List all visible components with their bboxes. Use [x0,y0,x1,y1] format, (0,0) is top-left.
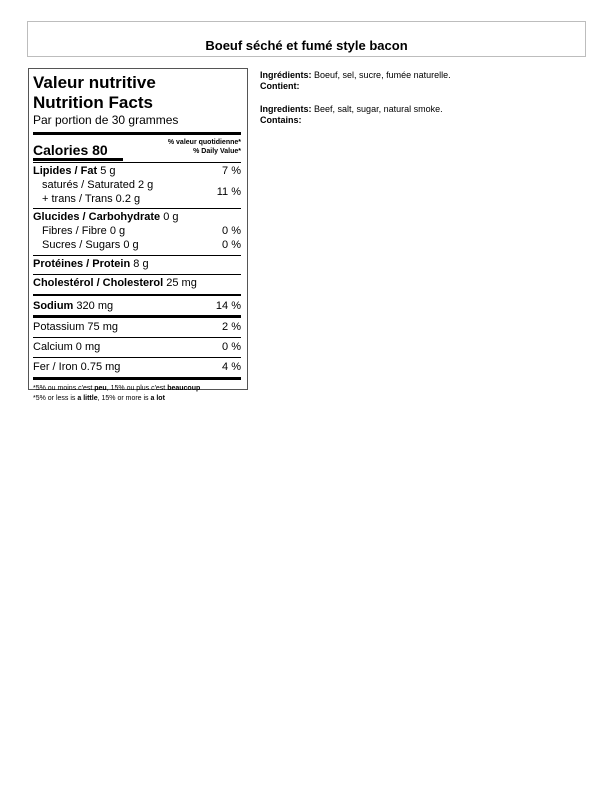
divider [33,255,241,256]
cholesterol-amount: 25 mg [166,277,197,289]
carb-row [33,211,241,224]
fibre-label: Fibres / Fibre 0 g [42,225,126,237]
ingredients-en-label: Ingredients: [260,104,312,114]
dv-header-en: % Daily Value* [193,148,241,155]
protein-label: Protéines / Protein [33,258,131,270]
saturated-row [33,179,241,192]
sodium-label: Sodium [33,300,74,312]
sodium-row [33,300,241,313]
contains-en-label: Contains: [260,115,302,125]
product-title: Boeuf séché et fumé style bacon [205,38,408,53]
contains-fr [260,81,590,92]
potassium-row [33,321,241,334]
calories-row [33,135,241,162]
footnote-fr: *5% ou moins c'est peu, 15% ou plus c'est beaucoup [33,385,201,392]
ingredients-panel [260,70,590,126]
nutrition-heading-en: Nutrition Facts [33,93,153,112]
calories-underline [33,158,123,161]
sat-trans-pct: 11 % [216,186,241,198]
trans-row [33,186,241,206]
trans-label: + trans / Trans 0.2 g [42,193,141,205]
divider [33,337,241,338]
divider [33,357,241,358]
carb-amount: 0 g [163,211,179,223]
sugars-row [33,239,241,252]
dv-header-fr: % valeur quotidienne* [167,139,241,146]
fibre-pct: 0 % [222,225,241,237]
divider-thick [33,315,241,318]
serving-size: Par portion de 30 grammes [33,113,179,127]
fat-row [33,165,241,178]
fat-label: Lipides / Fat [33,165,98,177]
footnote [33,384,241,404]
divider [33,162,241,163]
nutrition-heading-fr: Valeur nutritive [33,73,156,92]
cholesterol-label: Cholestérol / Cholesterol [33,277,164,289]
cholesterol-row [33,277,241,290]
product-title-box [27,21,586,57]
ingredients-en [260,104,590,115]
calories-label: Calories 80 [33,142,108,158]
potassium-label: Potassium 75 mg [33,321,118,333]
sodium-amount: 320 mg [76,300,114,312]
fat-amount: 5 g [100,165,116,177]
iron-row [33,361,241,374]
ingredients-en-text: Beef, salt, sugar, natural smoke. [314,104,443,114]
iron-label: Fer / Iron 0.75 mg [33,361,121,373]
sugars-label: Sucres / Sugars 0 g [42,239,139,251]
divider [33,208,241,209]
calcium-row [33,341,241,354]
carb-label: Glucides / Carbohydrate [33,211,161,223]
divider-medium [33,294,241,296]
daily-value-header [168,138,241,156]
contains-en [260,115,590,126]
fat-pct: 7 % [222,165,241,177]
calcium-label: Calcium 0 mg [33,341,101,353]
potassium-pct: 2 % [222,321,241,333]
ingredients-fr-text: Boeuf, sel, sucre, fumée naturelle. [314,70,451,80]
nutrition-facts-table [28,68,248,402]
calcium-pct: 0 % [222,341,241,353]
iron-pct: 4 % [222,361,241,373]
ingredients-fr [260,70,590,81]
contains-fr-label: Contient: [260,81,300,91]
divider-thick [33,377,241,380]
divider [33,274,241,275]
sodium-pct: 14 % [215,300,241,312]
ingredients-fr-label: Ingrédients: [260,70,312,80]
protein-amount: 8 g [133,258,149,270]
protein-row [33,258,241,271]
fibre-row [33,225,241,238]
sugars-pct: 0 % [222,239,241,251]
saturated-label: saturés / Saturated 2 g [42,179,154,191]
footnote-en: *5% or less is a little, 15% or more is a lot [33,395,165,402]
nutrition-heading [33,73,241,113]
